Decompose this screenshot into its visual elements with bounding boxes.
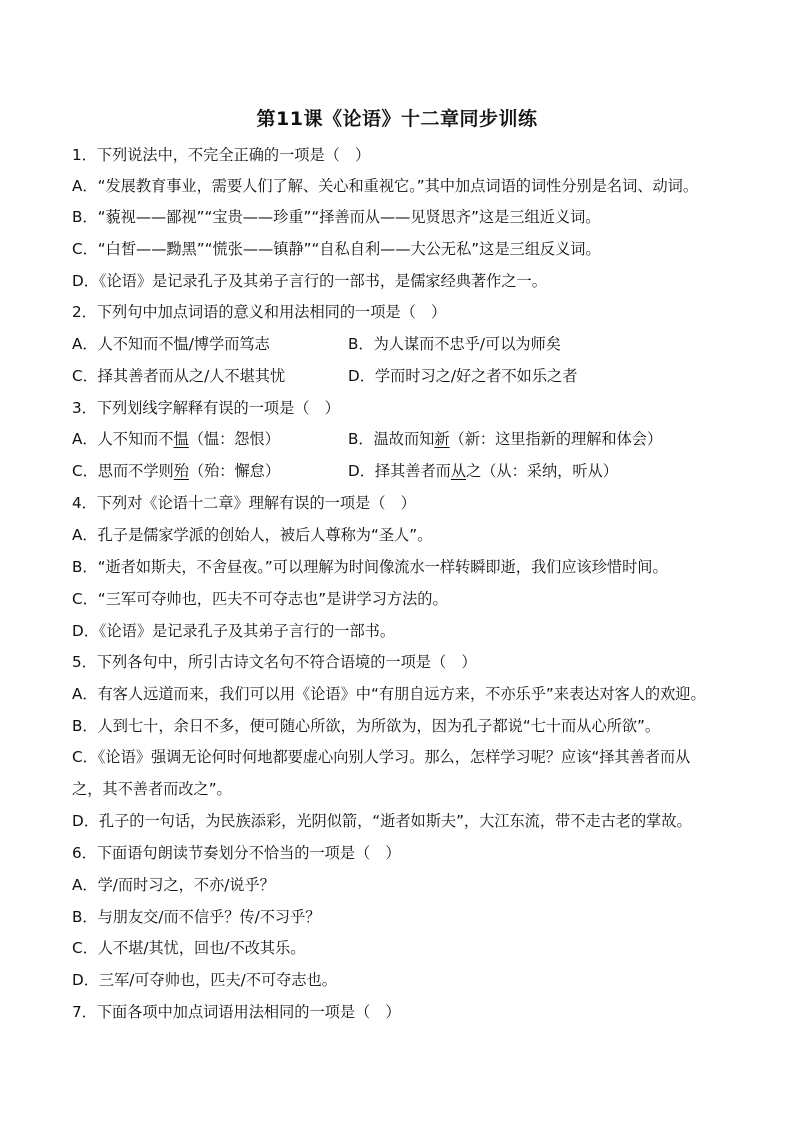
option-text: （殆：懈怠）: [188, 462, 281, 480]
option-a: A．孔子是儒家学派的创始人，被后人尊称为“圣人”。: [72, 526, 433, 544]
option-text: 之（从：采纳，听从）: [466, 462, 618, 480]
question-stem: 4．下列对《论语十二章》理解有误的一项是（ ）: [72, 494, 416, 512]
option-c: C．“白皙——黝黑”“慌张——镇静”“自私自利——大公无私”这是三组反义词。: [72, 240, 601, 258]
question-stem: 6．下面语句朗读节奏划分不恰当的一项是（ ）: [72, 844, 401, 862]
option-c: C．择其善者而从之/人不堪其忧: [72, 367, 286, 385]
option-b: B．“藐视——鄙视”“宝贵——珍重”“择善而从——见贤思齐”这是三组近义词。: [72, 208, 601, 226]
option-text: B．温故而知: [348, 430, 435, 448]
option-c-continued: 之，其不善者而改之”。: [72, 780, 232, 798]
option-text: D．择其善者而: [348, 462, 451, 480]
option-b: B．人到七十，余日不多，便可随心所欲，为所欲为，因为孔子都说“七十而从心所欲”。: [72, 717, 661, 735]
option-text: （新：这里指新的理解和体会）: [449, 430, 663, 448]
option-d: D．《论语》是记录孔子及其弟子言行的一部书，是儒家经典著作之一。: [72, 272, 547, 290]
option-text: A．人不知而不: [72, 430, 174, 448]
option-b: B．与朋友交/而不信乎？传/不习乎？: [72, 908, 321, 926]
option-d: D．孔子的一句话，为民族添彩，光阴似箭，“逝者如斯夫”，大江东流，带不走古老的掌故。: [72, 812, 692, 830]
option-d: D．三军/可夺帅也，匹夫/不可夺志也。: [72, 971, 337, 989]
option-d: [348, 460, 618, 482]
option-d: D．学而时习之/好之者不如乐之者: [348, 367, 578, 385]
option-a: A．学/而时习之，不亦/说乎？: [72, 876, 275, 894]
option-a: A．“发展教育事业，需要人们了解、关心和重视它。”其中加点词语的词性分别是名词、动词。: [72, 177, 699, 195]
option-a: A．人不知而不愠/博学而笃志: [72, 335, 270, 353]
option-b: B．“逝者如斯夫，不舍昼夜。”可以理解为时间像流水一样转瞬即逝，我们应该珍惜时间。: [72, 558, 668, 576]
option-b: B．为人谋而不忠乎/可以为师矣: [348, 335, 561, 353]
question-stem: 2．下列句中加点词语的意义和用法相同的一项是（ ）: [72, 303, 447, 321]
option-text: （愠：怨恨）: [188, 430, 280, 448]
question-stem: 1．下列说法中，不完全正确的一项是（ ）: [72, 146, 371, 164]
underlined-char: 殆: [173, 462, 189, 480]
option-a: A．有客人远道而来，我们可以用《论语》中“有朋自远方来，不亦乐乎”来表达对客人的欢迎。: [72, 685, 706, 703]
option-c: C．《论语》强调无论何时何地都要虚心向别人学习。那么，怎样学习呢？应该“择其善者而从: [72, 748, 691, 766]
question-stem: 7．下面各项中加点词语用法相同的一项是（ ）: [72, 1003, 401, 1021]
page-title: 第11课《论语》十二章同步训练: [256, 108, 538, 130]
underlined-char: 从: [450, 462, 467, 480]
option-d: D．《论语》是记录孔子及其弟子言行的一部书。: [72, 622, 396, 640]
option-c: C．“三军可夺帅也，匹夫不可夺志也”是讲学习方法的。: [72, 590, 448, 608]
option-b: [348, 428, 662, 450]
option-text: C．思而不学则: [72, 462, 174, 480]
question-stem: 3．下列划线字解释有误的一项是（ ）: [72, 399, 340, 417]
question-stem: 5．下列各句中，所引古诗文名句不符合语境的一项是（ ）: [72, 653, 477, 671]
option-c: C．人不堪/其忧，回也/不改其乐。: [72, 939, 306, 957]
underlined-char: 愠: [173, 430, 189, 448]
underlined-char: 新: [434, 430, 450, 448]
